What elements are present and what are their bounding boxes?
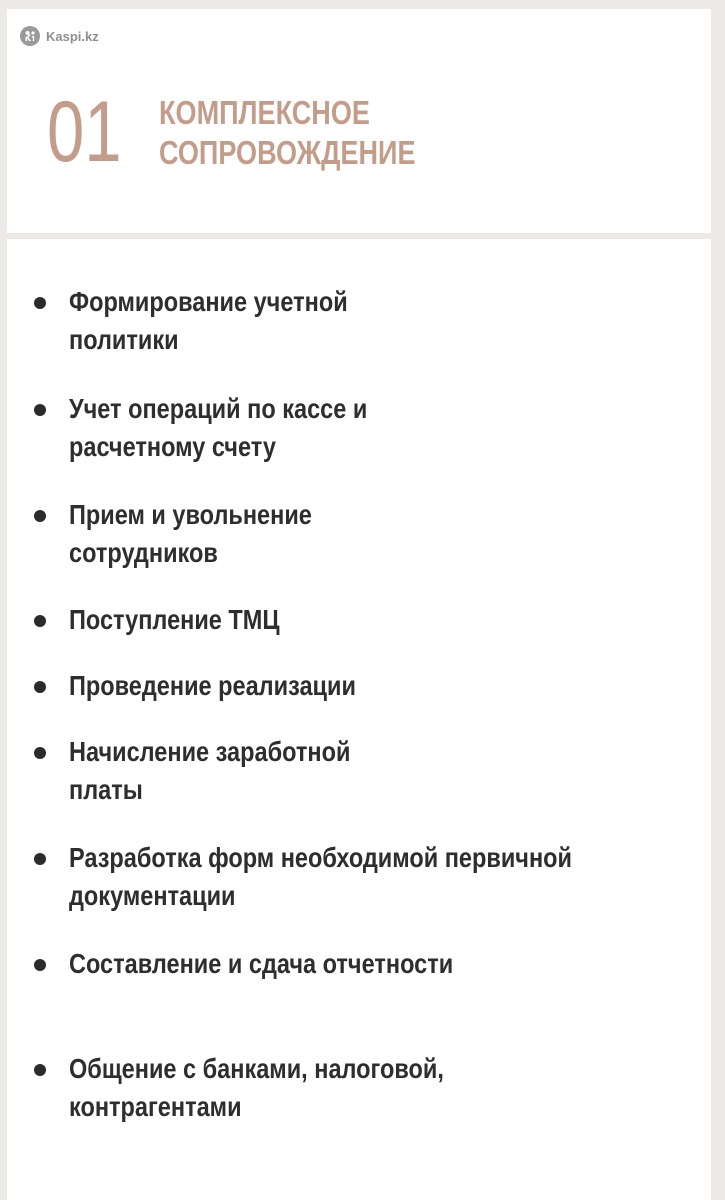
brand-name: Kaspi.kz <box>46 28 99 44</box>
bullet-icon <box>34 297 46 309</box>
list-item-text: Поступление ТМЦ <box>69 604 280 635</box>
bullet-icon <box>34 510 46 522</box>
bullet-icon <box>34 681 46 693</box>
bullet-icon <box>34 1064 46 1076</box>
list-item-text: Составление и сдача отчетности <box>69 948 454 979</box>
list-item-text: Прием и увольнение сотрудников <box>69 499 312 568</box>
services-card <box>7 239 711 1200</box>
kaspi-logo-icon <box>20 26 40 46</box>
list-item-text: Начисление заработной платы <box>69 736 351 805</box>
list-item-text: Формирование учетной политики <box>69 286 348 355</box>
bullet-icon <box>34 615 46 627</box>
section-number: 01 <box>47 84 122 180</box>
list-item-text: Проведение реализации <box>69 670 356 701</box>
section-title <box>159 93 415 173</box>
bullet-icon <box>34 959 46 971</box>
section-title-line1: КОМПЛЕКСНОЕ <box>159 94 370 131</box>
bullet-icon <box>34 747 46 759</box>
section-title-line2: СОПРОВОЖДЕНИЕ <box>159 134 416 171</box>
brand-watermark <box>20 26 99 46</box>
list-item-text: Общение с банками, налоговой, контрагентами <box>69 1053 444 1122</box>
bullet-icon <box>34 404 46 416</box>
list-item-text: Разработка форм необходимой первичной документации <box>69 842 572 911</box>
list-item-text: Учет операций по кассе и расчетному счету <box>69 393 368 462</box>
bullet-icon <box>34 853 46 865</box>
header-card <box>7 9 711 233</box>
